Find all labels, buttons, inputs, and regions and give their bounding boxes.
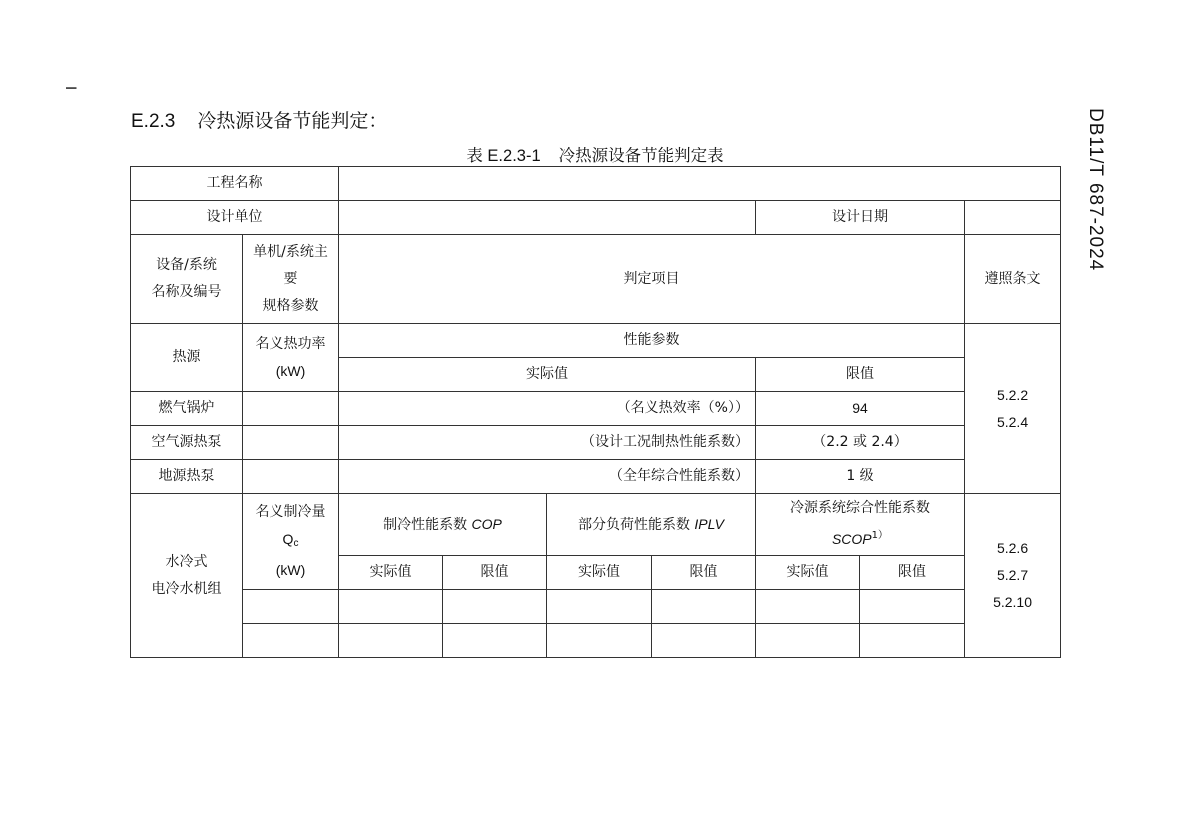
table-row <box>131 201 1061 235</box>
chiller-cell <box>547 590 652 624</box>
table-caption <box>130 142 1060 166</box>
chiller-cell <box>860 624 965 658</box>
table-row <box>131 392 1061 426</box>
heat-limit-value-header: 限值 <box>756 358 965 392</box>
table-caption-title: 冷热源设备节能判定表 <box>558 146 724 165</box>
table-caption-number: 表 E.2.3-1 <box>466 147 541 165</box>
energy-saving-judgement-table <box>130 166 1061 658</box>
chiller-cell <box>756 624 860 658</box>
chiller-group-line1: 水冷式 <box>165 553 208 570</box>
chiller-cell <box>652 590 756 624</box>
section-heading <box>131 106 387 133</box>
heat-source-clauses <box>965 324 1061 494</box>
heat-clause-1: 5.2.2 <box>996 386 1029 403</box>
scop-actual-header: 实际值 <box>756 556 860 590</box>
gas-boiler-label: 燃气锅炉 <box>131 392 243 426</box>
spec-params-header <box>243 235 339 324</box>
equipment-header-line1: 设备/系统 <box>156 257 217 273</box>
heat-source-group-label: 热源 <box>131 324 243 392</box>
standard-code-vertical: DB11/T 687-2024 <box>1085 108 1106 272</box>
chiller-clauses <box>965 494 1061 658</box>
scop-header-line2: $SCOP^{1)}$ <box>831 530 889 547</box>
iplv-actual-header: 实际值 <box>547 556 652 590</box>
design-date-label: 设计日期 <box>756 201 965 235</box>
table-row <box>131 426 1061 460</box>
page-margin-mark: I <box>62 86 78 91</box>
spec-header-line2: 要 <box>283 270 298 287</box>
gas-boiler-spec <box>243 392 339 426</box>
spec-header-line3: 规格参数 <box>262 297 319 314</box>
project-name-label: 工程名称 <box>131 167 339 201</box>
gas-boiler-metric: （名义热效率（%）） <box>339 392 756 426</box>
equipment-name-header <box>131 235 243 324</box>
clause-header: 遵照条文 <box>965 235 1061 324</box>
cop-limit-header: 限值 <box>443 556 547 590</box>
iplv-header: 部分负荷性能系数 IPLV <box>547 494 756 556</box>
scop-header-line1: 冷源系统综合性能系数 <box>790 500 930 516</box>
chiller-header-row <box>131 494 1061 556</box>
chiller-cell <box>443 590 547 624</box>
rated-cooling-capacity-header <box>243 494 339 590</box>
ground-source-heat-pump-label: 地源热泵 <box>131 460 243 494</box>
chiller-clause-3: 5.2.10 <box>993 594 1032 610</box>
ground-source-heat-pump-spec <box>243 460 339 494</box>
air-source-heat-pump-label: 空气源热泵 <box>131 426 243 460</box>
heat-clause-2: 5.2.4 <box>996 413 1029 430</box>
rated-heat-power-unit: (kW) <box>275 362 306 379</box>
chiller-group-label <box>131 494 243 658</box>
chiller-clause-1: 5.2.6 <box>996 540 1029 556</box>
rated-heat-power-header <box>243 324 339 392</box>
equipment-header-line2: 名称及编号 <box>151 284 222 300</box>
section-number: E.2.3 <box>131 111 176 132</box>
gas-boiler-limit: 94 <box>756 392 965 426</box>
chiller-cell <box>652 624 756 658</box>
design-date-value <box>965 201 1061 235</box>
table-row <box>131 590 1061 624</box>
scop-header <box>756 494 965 556</box>
chiller-cell <box>860 590 965 624</box>
iplv-limit-header: 限值 <box>652 556 756 590</box>
section-title: 冷热源设备节能判定： <box>197 110 388 132</box>
cop-actual-header: 实际值 <box>339 556 443 590</box>
ground-source-heat-pump-limit: 1 级 <box>756 460 965 494</box>
chiller-spec-cell <box>243 590 339 624</box>
air-source-heat-pump-spec <box>243 426 339 460</box>
heat-source-header-row <box>131 324 1061 358</box>
spec-header-line1: 单机/系统主 <box>253 243 328 260</box>
table-row <box>131 167 1061 201</box>
chiller-cell <box>443 624 547 658</box>
scop-limit-header: 限值 <box>860 556 965 590</box>
heat-actual-value-header: 实际值 <box>339 358 756 392</box>
rated-cooling-capacity-label: 名义制冷量 <box>255 504 326 520</box>
cop-header: 制冷性能系数 COP <box>339 494 547 556</box>
table-row <box>131 624 1061 658</box>
table-header-row <box>131 235 1061 324</box>
chiller-cell <box>756 590 860 624</box>
air-source-heat-pump-metric: （设计工况制热性能系数） <box>339 426 756 460</box>
air-source-heat-pump-limit: （2.2 或 2.4） <box>756 426 965 460</box>
chiller-cell <box>339 590 443 624</box>
performance-params-header: 性能参数 <box>339 324 965 358</box>
chiller-group-line2: 电冷水机组 <box>151 580 222 597</box>
ground-source-heat-pump-metric: （全年综合性能系数） <box>339 460 756 494</box>
chiller-cell <box>547 624 652 658</box>
design-unit-value <box>339 201 756 235</box>
rated-cooling-capacity-symbol: $Q_c$ <box>282 531 299 549</box>
chiller-clause-2: 5.2.7 <box>996 567 1029 583</box>
design-unit-label: 设计单位 <box>131 201 339 235</box>
chiller-cell <box>339 624 443 658</box>
judgement-items-header: 判定项目 <box>339 235 965 324</box>
chiller-spec-cell <box>243 624 339 658</box>
table-row <box>131 460 1061 494</box>
project-name-value <box>339 167 1061 201</box>
rated-heat-power-label: 名义热功率 <box>255 335 326 352</box>
rated-cooling-capacity-unit: (kW) <box>275 562 306 578</box>
